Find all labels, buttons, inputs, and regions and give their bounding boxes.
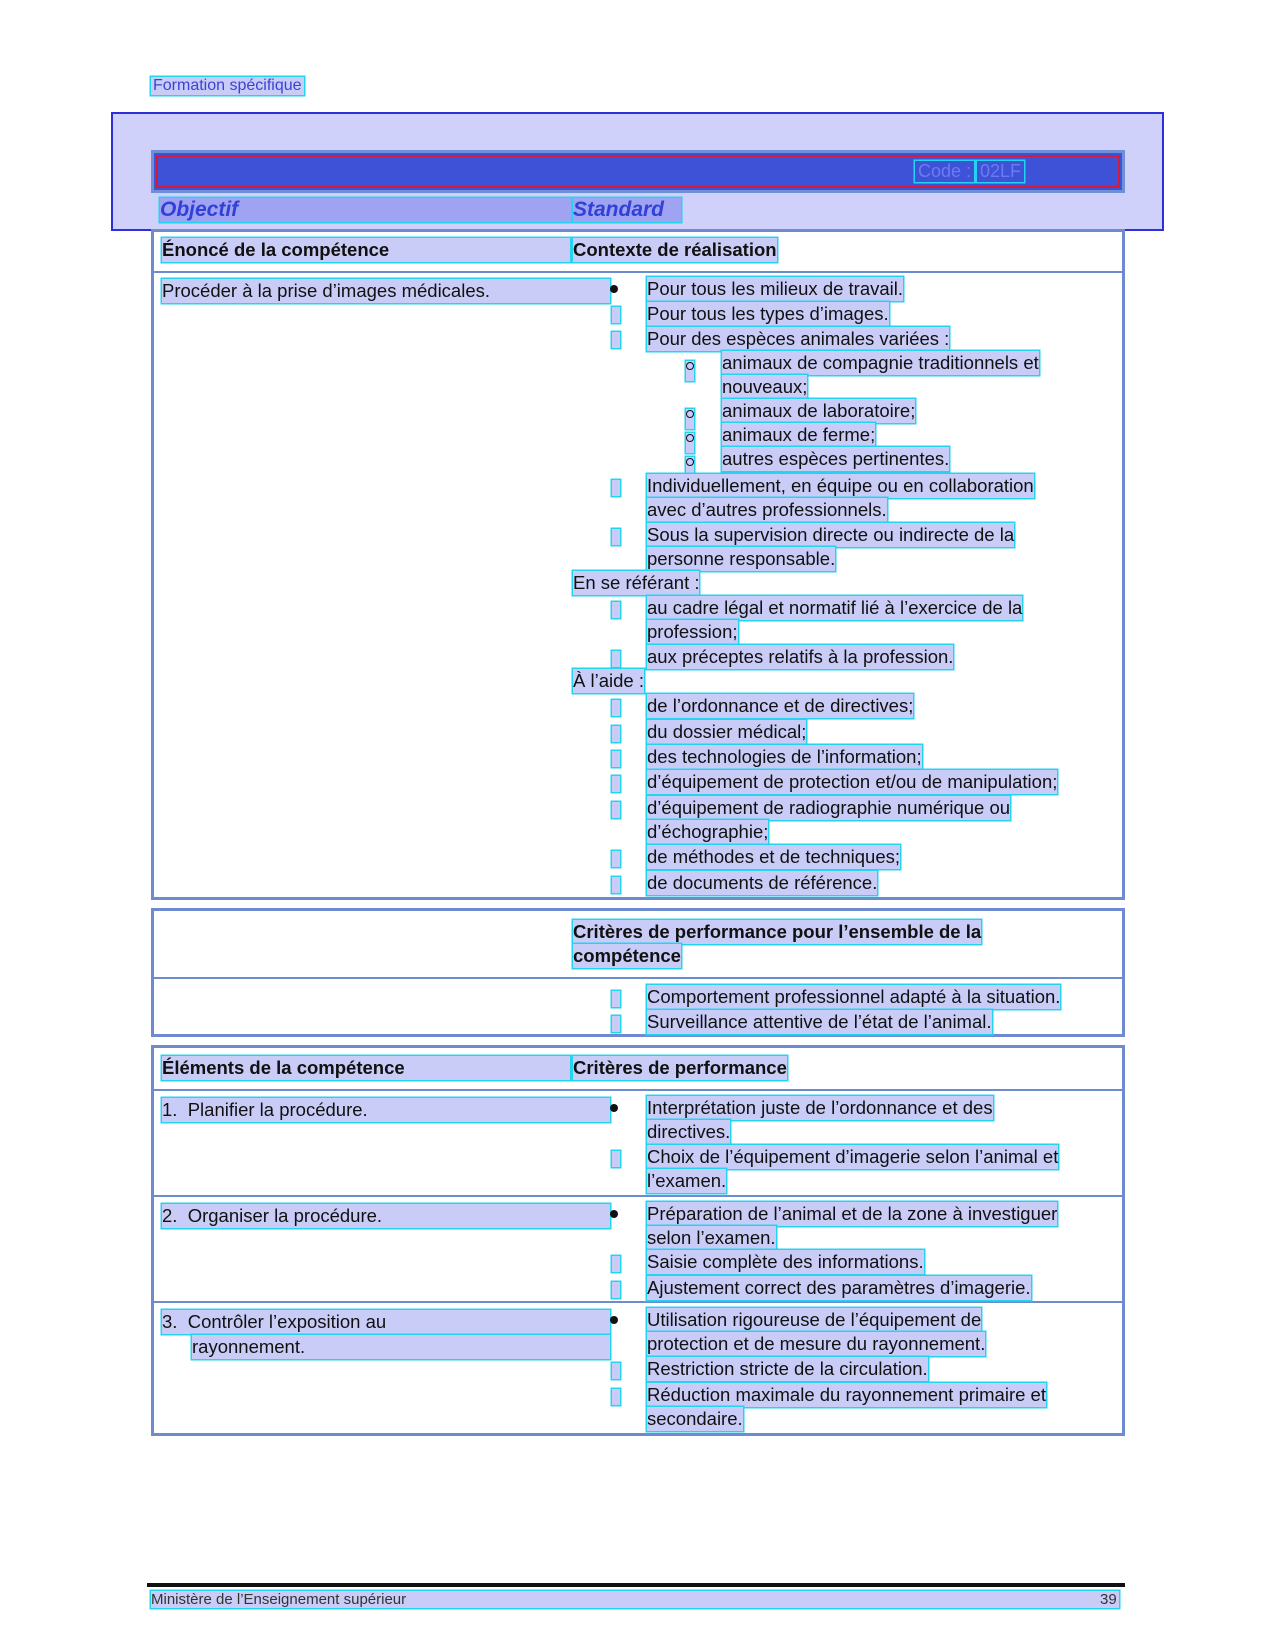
col-header-criteres: Critères de performance [573, 1057, 787, 1078]
criteria-item: Préparation de l’animal et de la zone à investiguer [647, 1203, 1058, 1224]
overall-criteria-header: Critères de performance pour l’ensemble de la [573, 921, 982, 942]
bullet-marker [612, 851, 620, 867]
footer-ministry: Ministère de l’Enseignement supérieur [151, 1591, 1119, 1608]
aide-item: de documents de référence. [647, 872, 878, 893]
bullet-marker [612, 1151, 620, 1167]
code-value: 02LF [977, 161, 1024, 182]
criteria-item: Saisie complète des informations. [647, 1251, 924, 1272]
criteria-item: secondaire. [647, 1408, 743, 1429]
criteria-item: selon l’examen. [647, 1227, 776, 1248]
aide-item: de méthodes et de techniques; [647, 846, 901, 867]
competence-statement: Procéder à la prise d’images médicales. [162, 279, 610, 303]
criteria-item: l’examen. [647, 1170, 727, 1191]
table-divider [153, 271, 1123, 273]
standard-label: Standard [573, 198, 681, 222]
overall-criteria-item: Surveillance attentive de l’état de l’animal. [647, 1011, 992, 1032]
sub-bullet-circle [686, 361, 694, 381]
code-label: Code : [915, 161, 974, 182]
sub-item: animaux de laboratoire; [722, 400, 916, 421]
table-divider [153, 1195, 1123, 1197]
referant-item: au cadre légal et normatif lié à l’exercice de la [647, 597, 1023, 618]
context-item: personne responsable. [647, 548, 836, 569]
context-item: avec d’autres professionnels. [647, 499, 887, 520]
table-divider [153, 1089, 1123, 1091]
sub-item: animaux de compagnie traditionnels et [722, 352, 1039, 373]
context-item: Pour tous les types d’images. [647, 303, 889, 324]
col-header-elements: Éléments de la compétence [162, 1056, 570, 1080]
bullet-marker [612, 602, 620, 618]
context-item: Pour des espèces animales variées : [647, 328, 950, 349]
bullet-marker [612, 1016, 620, 1032]
context-item: Individuellement, en équipe ou en collaboration [647, 475, 1034, 496]
referant-item: profession; [647, 621, 738, 642]
bullet-dot [610, 285, 618, 293]
sub-bullet-circle [686, 409, 694, 429]
table-divider [153, 977, 1123, 979]
bullet-marker [612, 877, 620, 893]
aide-item: d’équipement de radiographie numérique ou [647, 797, 1011, 818]
overall-criteria-header: compétence [573, 945, 681, 966]
sub-item: nouveaux; [722, 376, 808, 397]
referant-item: aux préceptes relatifs à la profession. [647, 646, 954, 667]
element-row-1: 1. Planifier la procédure. [162, 1098, 610, 1122]
aide-item: de l’ordonnance et de directives; [647, 695, 914, 716]
footer-rule [147, 1583, 1125, 1587]
aide-item: d’échographie; [647, 821, 769, 842]
objectif-label: Objectif [160, 198, 574, 222]
criteria-item: Choix de l’équipement d’imagerie selon l’animal et [647, 1146, 1059, 1167]
aide-item: du dossier médical; [647, 721, 807, 742]
criteria-item: Ajustement correct des paramètres d’imagerie. [647, 1277, 1031, 1298]
criteria-item: Restriction stricte de la circulation. [647, 1358, 928, 1379]
bullet-marker [612, 726, 620, 742]
bullet-marker [612, 751, 620, 767]
bullet-marker [612, 651, 620, 667]
bullet-marker [612, 480, 620, 496]
criteria-item: directives. [647, 1121, 731, 1142]
criteria-item: protection et de mesure du rayonnement. [647, 1333, 986, 1354]
bullet-marker [612, 1282, 620, 1298]
element-row-3-cont: rayonnement. [192, 1335, 610, 1359]
bullet-marker [612, 529, 620, 545]
bullet-marker [612, 802, 620, 818]
bullet-marker [612, 332, 620, 348]
bullet-marker [612, 700, 620, 716]
criteria-item: Interprétation juste de l’ordonnance et des [647, 1097, 993, 1118]
criteria-item: Réduction maximale du rayonnement primaire et [647, 1384, 1046, 1405]
en-se-referant-label: En se référant : [573, 572, 700, 593]
running-header: Formation spécifique [153, 77, 302, 94]
bullet-dot [610, 1104, 618, 1112]
col-header-enonce: Énoncé de la compétence [162, 238, 570, 262]
sub-item: animaux de ferme; [722, 424, 876, 445]
bullet-marker [612, 991, 620, 1007]
bullet-marker [612, 1363, 620, 1379]
element-row-3: 3. Contrôler l’exposition au [162, 1310, 610, 1334]
aide-item: des technologies de l’information; [647, 746, 922, 767]
sub-item: autres espèces pertinentes. [722, 448, 950, 469]
bullet-marker [612, 307, 620, 323]
overall-criteria-item: Comportement professionnel adapté à la situation. [647, 986, 1061, 1007]
page-number: 39 [1100, 1591, 1117, 1608]
bullet-marker [612, 776, 620, 792]
aide-item: d’équipement de protection et/ou de manipulation; [647, 771, 1058, 792]
context-item: Sous la supervision directe ou indirecte de la [647, 524, 1015, 545]
sub-bullet-circle [686, 433, 694, 453]
criteria-item: Utilisation rigoureuse de l’équipement de [647, 1309, 982, 1330]
bullet-dot [610, 1316, 618, 1324]
bullet-marker [612, 1389, 620, 1405]
table-divider [153, 1301, 1123, 1303]
element-row-2: 2. Organiser la procédure. [162, 1204, 610, 1228]
bullet-marker [612, 1256, 620, 1272]
a-laide-label: À l’aide : [573, 670, 644, 691]
bullet-dot [610, 1210, 618, 1218]
context-item: Pour tous les milieux de travail. [647, 278, 904, 299]
col-header-contexte: Contexte de réalisation [573, 239, 777, 260]
